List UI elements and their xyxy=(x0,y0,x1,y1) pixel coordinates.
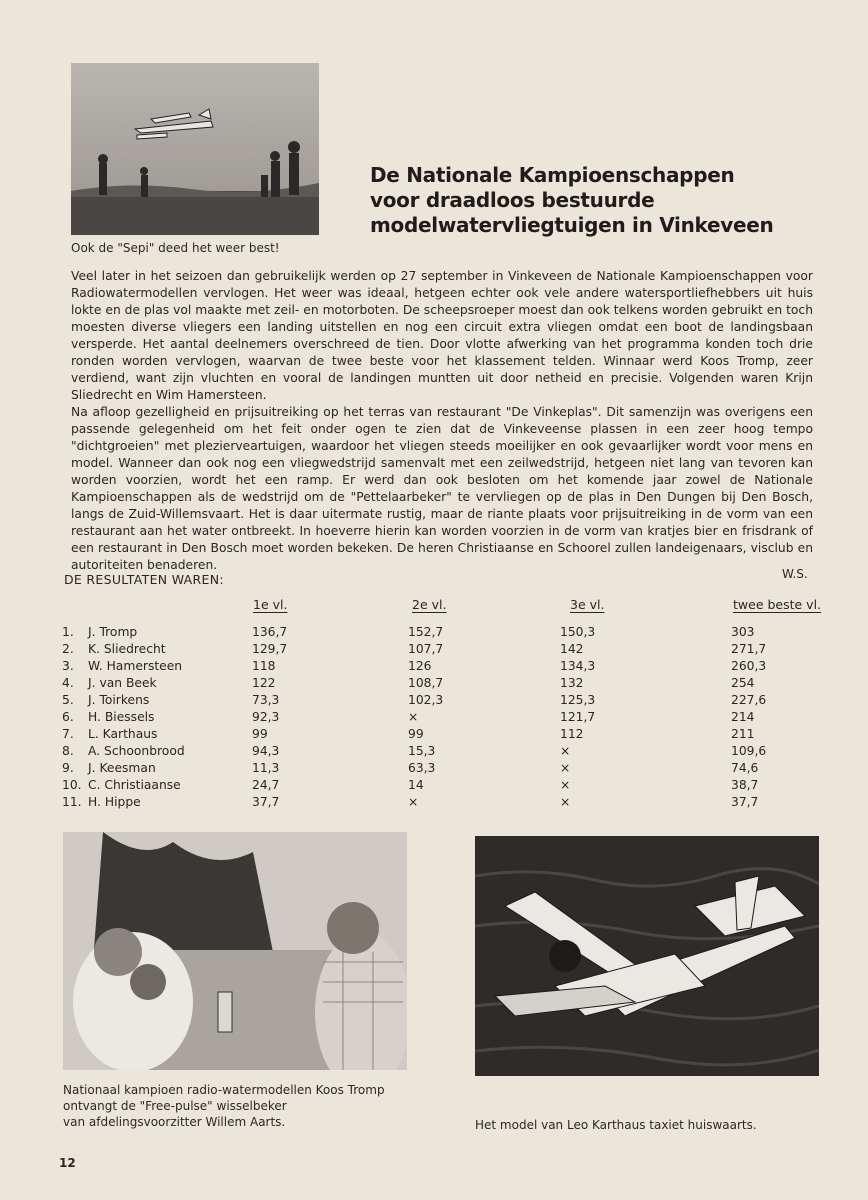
result-flight-2: 126 xyxy=(408,659,432,673)
result-flight-3: 132 xyxy=(560,676,584,690)
result-name: J. Tromp xyxy=(88,625,138,639)
result-flight-3: 112 xyxy=(560,727,584,741)
result-flight-3: × xyxy=(560,761,571,775)
result-best-two: 254 xyxy=(731,676,755,690)
result-flight-1: 136,7 xyxy=(252,625,288,639)
result-row xyxy=(62,760,811,777)
result-flight-2: × xyxy=(408,710,419,724)
result-rank: 10. xyxy=(62,778,82,792)
result-flight-1: 73,3 xyxy=(252,693,280,707)
result-flight-2: 14 xyxy=(408,778,424,792)
photo-karthaus-model xyxy=(475,836,819,1076)
col-header-4: twee beste vl. xyxy=(733,597,822,612)
title-line-2: voor draadloos bestuurde xyxy=(370,188,655,212)
result-flight-1: 118 xyxy=(252,659,276,673)
photo-sepi-plane-image xyxy=(71,63,319,235)
result-rank: 7. xyxy=(62,727,74,741)
result-flight-1: 24,7 xyxy=(252,778,280,792)
result-flight-3: 125,3 xyxy=(560,693,596,707)
result-best-two: 227,6 xyxy=(731,693,767,707)
result-rank: 3. xyxy=(62,659,74,673)
result-best-two: 109,6 xyxy=(731,744,767,758)
paragraph-2: Na afloop gezelligheid en prijsuitreiking op het terras van restaurant "De Vinkeplas". Dit samenzijn was overigens een passende gelegenheid om het feit onder ogen te zien dat de Vinkeveense plassen in een zeer hoog tempo "dichtgroeien" met plezierveartuigen, waardoor het vliegen steeds moeilijker en ook gevaarlijker wordt voor mens en model. Wanneer dan ook nog een vliegwedstrijd samenvalt met een zeilwedstrijd, hetgeen niet lang van tevoren kan worden voorzien, wordt het een ramp. Er werd dan ook besloten om het komende jaar zowel de Nationale Kampioenschappen als de wedstrijd om de "Pettelaarbeker" te vervliegen op de plas in Den Dungen bij Den Bosch, langs de Zuid-Willemsvaart. Het is daar uitermate rustig, maar de riante plaats voor prijsuitreiking in de vorm van een restaurant aan het water ontbreekt. In hoeverre hierin kan worden voorzien in de vorm van kratjes bier en frisdrank of een restaurant in Den Bosch moet worden bekeken. De heren Christiaanse en Schoorel zullen landeigenaars, visclub en autoriteiten benaderen. xyxy=(71,405,813,572)
results-title: DE RESULTATEN WAREN: xyxy=(64,572,224,587)
result-rank: 1. xyxy=(62,625,74,639)
result-flight-1: 129,7 xyxy=(252,642,288,656)
result-name: W. Hamersteen xyxy=(88,659,183,673)
article-title xyxy=(370,163,790,238)
photo-trophy-caption-line-3: van afdelingsvoorzitter Willem Aarts. xyxy=(63,1115,286,1129)
result-best-two: 260,3 xyxy=(731,659,767,673)
result-flight-1: 99 xyxy=(252,727,268,741)
result-row xyxy=(62,641,811,658)
result-flight-2: 102,3 xyxy=(408,693,444,707)
title-line-3: modelwatervliegtuigen in Vinkeveen xyxy=(370,213,774,237)
result-best-two: 214 xyxy=(731,710,755,724)
result-flight-1: 122 xyxy=(252,676,276,690)
result-row xyxy=(62,692,811,709)
result-rank: 2. xyxy=(62,642,74,656)
result-row xyxy=(62,794,811,811)
photo-karthaus-image xyxy=(475,836,819,1076)
photo-trophy-caption-line-2: ontvangt de "Free-pulse" wisselbeker xyxy=(63,1099,287,1113)
result-rank: 8. xyxy=(62,744,74,758)
result-flight-3: 150,3 xyxy=(560,625,596,639)
result-name: J. van Beek xyxy=(88,676,157,690)
result-flight-2: 108,7 xyxy=(408,676,444,690)
result-flight-3: 121,7 xyxy=(560,710,596,724)
paragraph-1: Veel later in het seizoen dan gebruikelijk werden op 27 september in Vinkeveen de Nationale Kampioenschappen voor Radiowatermodellen vervlogen. Het weer was ideaal, hetgeen echter ook vele andere watersportliefhebbers uit huis lokte en de plas vol maakte met zeil- en motorboten. De scheepsroeper moest dan ook telkens worden gebruikt en toch moesten diverse vliegers een landing uitstellen en nog een circuit extra vliegen omdat een boot de landingsbaan versperde. Het aantal deelnemers overschreed de tien. Door vlotte afwerking van het programma konden toch drie ronden worden vervlogen, waarvan de twee beste voor het klassement telden. Winnaar werd Koos Tromp, zeer verdiend, want zijn vluchten en vooral de landingen muntten uit door netheid en precisie. Volgenden waren Krijn Sliedrecht en Wim Hamersteen. xyxy=(71,269,813,402)
result-flight-3: × xyxy=(560,778,571,792)
photo-trophy-caption xyxy=(63,1082,385,1130)
result-flight-2: × xyxy=(408,795,419,809)
result-row xyxy=(62,726,811,743)
result-flight-2: 63,3 xyxy=(408,761,436,775)
result-name: A. Schoonbrood xyxy=(88,744,185,758)
col-header-2: 2e vl. xyxy=(412,597,447,612)
result-rank: 5. xyxy=(62,693,74,707)
result-row xyxy=(62,658,811,675)
article-body xyxy=(71,268,813,574)
photo-trophy-presentation xyxy=(63,832,407,1070)
result-best-two: 38,7 xyxy=(731,778,759,792)
results-table xyxy=(62,624,811,811)
result-best-two: 303 xyxy=(731,625,755,639)
result-flight-2: 15,3 xyxy=(408,744,436,758)
result-row xyxy=(62,675,811,692)
result-name: L. Karthaus xyxy=(88,727,158,741)
page-number: 12 xyxy=(59,1156,76,1170)
photo-sepi-plane xyxy=(71,63,319,235)
result-name: H. Biessels xyxy=(88,710,155,724)
photo-trophy-image xyxy=(63,832,407,1070)
result-flight-1: 11,3 xyxy=(252,761,280,775)
result-flight-1: 37,7 xyxy=(252,795,280,809)
result-rank: 4. xyxy=(62,676,74,690)
result-flight-2: 152,7 xyxy=(408,625,444,639)
author-signature: W.S. xyxy=(782,567,808,581)
result-flight-1: 92,3 xyxy=(252,710,280,724)
result-name: C. Christiaanse xyxy=(88,778,181,792)
result-rank: 9. xyxy=(62,761,74,775)
result-rank: 6. xyxy=(62,710,74,724)
result-best-two: 37,7 xyxy=(731,795,759,809)
result-best-two: 74,6 xyxy=(731,761,759,775)
result-rank: 11. xyxy=(62,795,82,809)
result-row xyxy=(62,624,811,641)
result-flight-3: × xyxy=(560,744,571,758)
col-header-3: 3e vl. xyxy=(570,597,605,612)
result-row xyxy=(62,743,811,760)
result-row xyxy=(62,709,811,726)
photo-sepi-caption: Ook de "Sepi" deed het weer best! xyxy=(71,241,280,255)
photo-trophy-caption-line-1: Nationaal kampioen radio-watermodellen Koos Tromp xyxy=(63,1083,385,1097)
result-best-two: 211 xyxy=(731,727,755,741)
result-flight-2: 107,7 xyxy=(408,642,444,656)
result-flight-3: × xyxy=(560,795,571,809)
col-header-1: 1e vl. xyxy=(253,597,288,612)
result-flight-2: 99 xyxy=(408,727,424,741)
result-flight-3: 134,3 xyxy=(560,659,596,673)
result-name: K. Sliedrecht xyxy=(88,642,166,656)
result-best-two: 271,7 xyxy=(731,642,767,656)
title-line-1: De Nationale Kampioenschappen xyxy=(370,163,735,187)
result-flight-1: 94,3 xyxy=(252,744,280,758)
result-name: J. Toirkens xyxy=(88,693,150,707)
result-flight-3: 142 xyxy=(560,642,584,656)
result-row xyxy=(62,777,811,794)
photo-karthaus-caption: Het model van Leo Karthaus taxiet huiswaarts. xyxy=(475,1118,757,1132)
result-name: H. Hippe xyxy=(88,795,141,809)
result-name: J. Keesman xyxy=(88,761,156,775)
